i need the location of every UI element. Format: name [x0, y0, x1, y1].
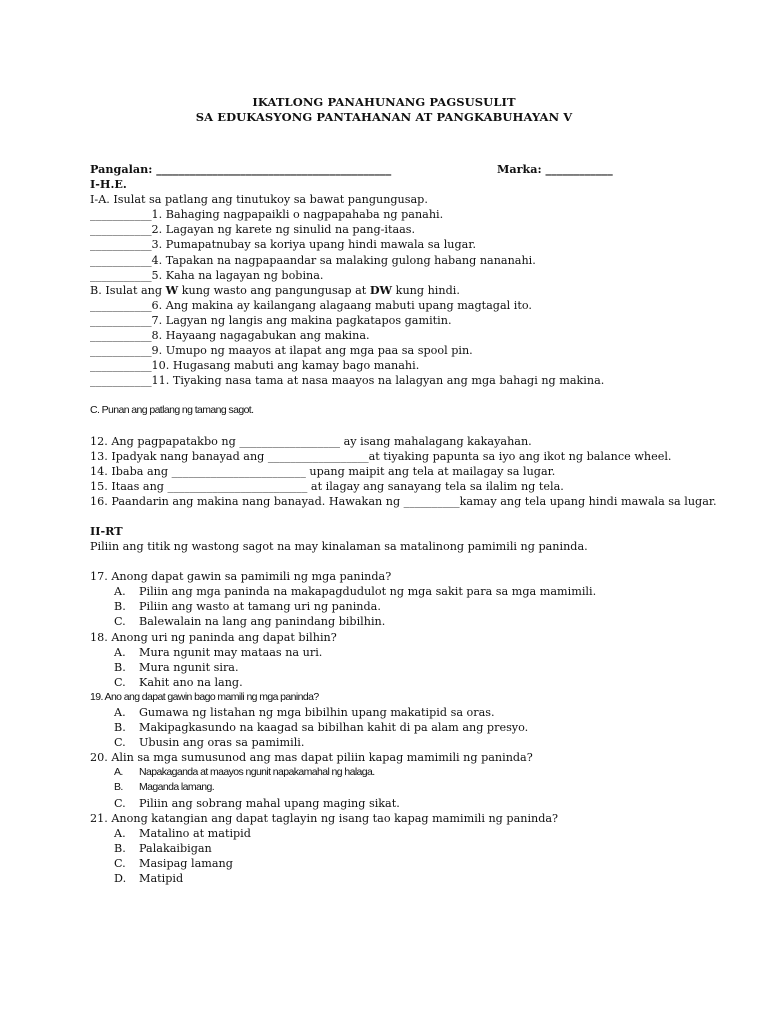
- option-text: Napakaganda at maayos ngunit napakamahal ng halaga.: [139, 766, 375, 779]
- question-text: 17. Anong dapat gawin sa pamimili ng mga paninda?: [90, 570, 392, 584]
- answer-option[interactable]: [90, 765, 730, 780]
- answer-option[interactable]: [90, 856, 730, 871]
- question-item: ___________1. Bahaging nagpapaikli o nagpapahaba ng panahi.: [90, 208, 444, 222]
- part-b-instruction: [90, 283, 730, 298]
- option-text: Makipagkasundo na kaagad sa bibilhan kahit di pa alam ang presyo.: [139, 721, 529, 735]
- answer-option[interactable]: [90, 720, 730, 735]
- student-info-row: [90, 162, 730, 177]
- question-item: ___________4. Tapakan na nagpapaandar sa malaking gulong habang nananahi.: [90, 253, 536, 267]
- option-text: Piliin ang sobrang mahal upang maging sikat.: [139, 796, 400, 810]
- option-text: Matalino at matipid: [139, 826, 251, 840]
- name-field[interactable]: Pangalan: __________________________________________: [90, 162, 392, 176]
- option-letter: A.: [114, 766, 123, 779]
- option-text: Palakaibigan: [139, 841, 212, 855]
- question-item: ___________3. Pumapatnubay sa koriya upang hindi mawala sa lugar.: [90, 238, 477, 252]
- answer-option[interactable]: [90, 705, 730, 720]
- part-b-w-code: W: [165, 282, 179, 297]
- question-item: ___________2. Lagayan ng karete ng sinulid na pang-itaas.: [90, 223, 416, 237]
- part-c-items: [90, 434, 730, 509]
- option-letter: A.: [114, 826, 126, 840]
- option-text: Gumawa ng listahan ng mga bibilhin upang makatipid sa oras.: [139, 706, 495, 719]
- answer-option[interactable]: [90, 599, 730, 614]
- question-item: ___________11. Tiyaking nasa tama at nasa maayos na lalagyan ang mga bahagi ng makina.: [90, 374, 605, 388]
- option-letter: C.: [114, 675, 126, 689]
- multiple-choice-question: [90, 750, 730, 810]
- part-a-instruction: I-A. Isulat sa patlang ang tinutukoy sa bawat pangungusap.: [90, 193, 428, 207]
- question-item: ___________6. Ang makina ay kailangang alagaang mabuti upang magtagal ito.: [90, 298, 532, 312]
- section-code-he: I-H.E.: [90, 177, 127, 192]
- question-text: 21. Anong katangian ang dapat taglayin ng isang tao kapag mamimili ng paninda?: [90, 811, 559, 825]
- answer-option[interactable]: [90, 780, 730, 795]
- part-b-instruction-mid: kung wasto ang pangungusap at: [178, 283, 370, 297]
- answer-option[interactable]: [90, 735, 730, 750]
- question-item: ___________7. Lagyan ng langis ang makina pagkatapos gamitin.: [90, 313, 452, 327]
- option-letter: C.: [114, 736, 126, 750]
- answer-option[interactable]: [90, 841, 730, 856]
- multiple-choice-question: [90, 630, 730, 690]
- question-item: ___________8. Hayaang nagagabukan ang makina.: [90, 329, 370, 343]
- option-letter: A.: [114, 706, 126, 719]
- question-item: 16. Paandarin ang makina nang banayad. Hawakan ng __________kamay ang tela upang hindi mawala sa lugar.: [90, 494, 717, 508]
- answer-option[interactable]: [90, 796, 730, 811]
- exam-subtitle: SA EDUKASYONG PANTAHANAN AT PANGKABUHAYAN V: [195, 110, 573, 124]
- question-text: 20. Alin sa mga sumusunod ang mas dapat piliin kapag mamimili ng paninda?: [90, 751, 533, 765]
- option-text: Matipid: [139, 872, 184, 886]
- answer-option[interactable]: [90, 660, 730, 675]
- score-field[interactable]: Marka: ____________: [497, 162, 613, 176]
- option-text: Kahit ano na lang.: [139, 675, 243, 689]
- section2-instruction: Piliin ang titik ng wastong sagot na may kinalaman sa matalinong pamimili ng paninda.: [90, 540, 588, 554]
- multiple-choice-question: [90, 569, 730, 629]
- question-item: 13. Ipadyak nang banayad ang __________________at tiyaking papunta sa iyo ang ikot ng balance wheel.: [90, 449, 672, 463]
- option-letter: B.: [114, 600, 126, 614]
- exam-title: IKATLONG PANAHUNANG PAGSUSULIT: [252, 95, 516, 109]
- option-text: Piliin ang wasto at tamang uri ng paninda.: [139, 600, 381, 614]
- multiple-choice-question: [90, 690, 730, 750]
- option-letter: D.: [114, 872, 127, 886]
- option-letter: B.: [114, 781, 123, 794]
- part-a-items: [90, 207, 730, 282]
- option-letter: C.: [114, 796, 126, 810]
- answer-option[interactable]: [90, 614, 730, 629]
- option-text: Maganda lamang.: [139, 781, 215, 794]
- exam-body: [90, 162, 730, 886]
- answer-option[interactable]: [90, 826, 730, 841]
- answer-option[interactable]: [90, 645, 730, 660]
- answer-option[interactable]: [90, 675, 730, 690]
- part-b-instruction-post: kung hindi.: [392, 283, 460, 297]
- option-text: Balewalain na lang ang panindang bibilhin.: [139, 615, 386, 629]
- question-item: ___________5. Kaha na lagayan ng bobina.: [90, 268, 324, 282]
- part-b-items: [90, 298, 730, 389]
- option-text: Mura ngunit sira.: [139, 660, 239, 674]
- option-text: Mura ngunit may mataas na uri.: [139, 645, 323, 659]
- option-letter: C.: [114, 856, 126, 870]
- answer-option[interactable]: [90, 871, 730, 886]
- option-letter: B.: [114, 841, 126, 855]
- option-letter: C.: [114, 615, 126, 629]
- part-b-instruction-pre: B. Isulat ang: [90, 283, 166, 297]
- question-item: ___________9. Umupo ng maayos at ilapat ang mga paa sa spool pin.: [90, 344, 473, 358]
- question-item: ___________10. Hugasang mabuti ang kamay bago manahi.: [90, 359, 420, 373]
- multiple-choice-question: [90, 811, 730, 886]
- option-text: Piliin ang mga paninda na makapagdudulot ng mga sakit para sa mga mamimili.: [139, 585, 597, 599]
- question-item: 14. Ibaba ang ________________________ upang maipit ang tela at mailagay sa lugar.: [90, 464, 556, 478]
- option-letter: A.: [114, 645, 126, 659]
- question-item: 15. Itaas ang _________________________ at ilagay ang sanayang tela sa ilalim ng tela.: [90, 479, 564, 493]
- question-text: 18. Anong uri ng paninda ang dapat bilhin?: [90, 630, 337, 644]
- option-text: Ubusin ang oras sa pamimili.: [139, 736, 305, 750]
- option-letter: A.: [114, 585, 126, 599]
- answer-option[interactable]: [90, 584, 730, 599]
- question-item: 12. Ang pagpapatakbo ng __________________ ay isang mahalagang kakayahan.: [90, 434, 532, 448]
- part-b-dw-code: DW: [369, 282, 393, 297]
- part-c-instruction: C. Punan ang patlang ng tamang sagot.: [90, 404, 254, 417]
- option-letter: B.: [114, 721, 126, 735]
- section-code-rt: II-RT: [90, 523, 123, 538]
- question-text: 19. Ano ang dapat gawin bago mamili ng mga paninda?: [90, 690, 319, 703]
- option-letter: B.: [114, 660, 126, 674]
- option-text: Masipag lamang: [139, 856, 233, 870]
